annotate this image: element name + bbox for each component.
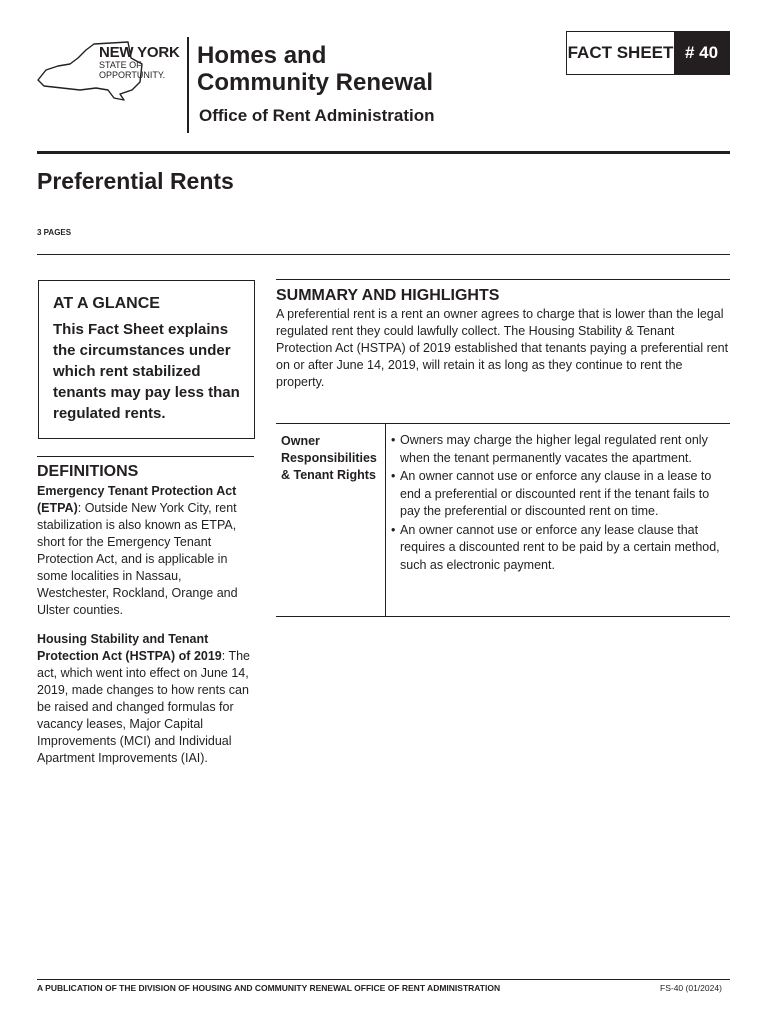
logo-state-of-text: STATE OF	[99, 60, 142, 70]
logo-opportunity-text: OPPORTUNITY.	[99, 70, 166, 80]
rights-table	[276, 423, 730, 617]
at-a-glance-box	[38, 280, 255, 439]
factsheet-label: FACT SHEET	[567, 43, 674, 62]
rights-table-label: Owner Responsibilities & Tenant Rights	[276, 424, 386, 616]
agency-name-line1: Homes and	[197, 42, 327, 69]
page-count: 3 PAGES	[37, 228, 72, 237]
at-a-glance-text: This Fact Sheet explains the circumstances under which rent stabilized tenants may pay less than regulated rents.	[53, 321, 240, 422]
rights-bullet-item: • Owners may charge the higher legal regulated rent only when the tenant permanently vacates the apartment.	[391, 432, 730, 467]
footer-publication: A PUBLICATION OF THE DIVISION OF HOUSING AND COMMUNITY RENEWAL OFFICE OF RENT ADMINISTRATION	[37, 983, 501, 993]
at-a-glance-heading: AT A GLANCE	[53, 295, 160, 312]
definition-term: Emergency Tenant Protection Act (ETPA)	[37, 484, 237, 515]
footer-form-code: FS-40 (01/2024)	[660, 983, 722, 993]
rights-bullet-item: • An owner cannot use or enforce any lease clause that requires a discounted rent to be paid by a certain method, such as electronic payment.	[391, 522, 730, 575]
definition-text: : Outside New York City, rent stabilization is also known as ETPA, short for the Emergency Tenant Protection Act, and is applicable in some localities in Nassau, Westchester, Rockland, Orange and Ulster counties.	[37, 501, 238, 617]
rights-bullet-list	[386, 424, 730, 616]
agency-name-line2: Community Renewal	[197, 69, 434, 96]
header-divider	[187, 37, 189, 133]
definition-hstpa	[37, 631, 255, 767]
page-title: Preferential Rents	[37, 168, 234, 194]
definitions-rule	[37, 456, 254, 457]
header-rule	[37, 151, 730, 154]
summary-text: A preferential rent is a rent an owner agrees to charge that is lower than the legal regulated rent they could lawfully collect. The Housing Stability & Tenant Protection Act (HSTPA) of 2019 established that tenants paying a preferential rent on or after June 14, 2019, will retain it as long as they continue to rent the property.	[276, 307, 729, 389]
definitions-heading: DEFINITIONS	[37, 463, 139, 480]
logo-new-york-text: NEW YORK	[99, 44, 180, 61]
section-rule	[37, 254, 730, 255]
office-name: Office of Rent Administration	[199, 106, 435, 125]
definition-text: : The act, which went into effect on June 14, 2019, made changes to how rents can be raised and changed formulas for vacancy leases, Major Capital Improvements (MCI) and Individual Apartment Improvements (IAI).	[37, 649, 251, 765]
factsheet-badge	[566, 31, 730, 75]
agency-name	[197, 42, 477, 96]
factsheet-number: # 40	[674, 32, 729, 74]
summary-rule	[276, 279, 730, 280]
footer-rule	[37, 979, 730, 980]
summary-heading: SUMMARY AND HIGHLIGHTS	[276, 287, 500, 304]
rights-bullet-item: • An owner cannot use or enforce any clause in a lease to end a preferential or discounted rent if the tenant fails to pay the preferential or discounted rent on time.	[391, 468, 730, 521]
definition-term: Housing Stability and Tenant Protection Act (HSTPA) of 2019	[37, 632, 222, 663]
definition-etpa	[37, 483, 255, 619]
